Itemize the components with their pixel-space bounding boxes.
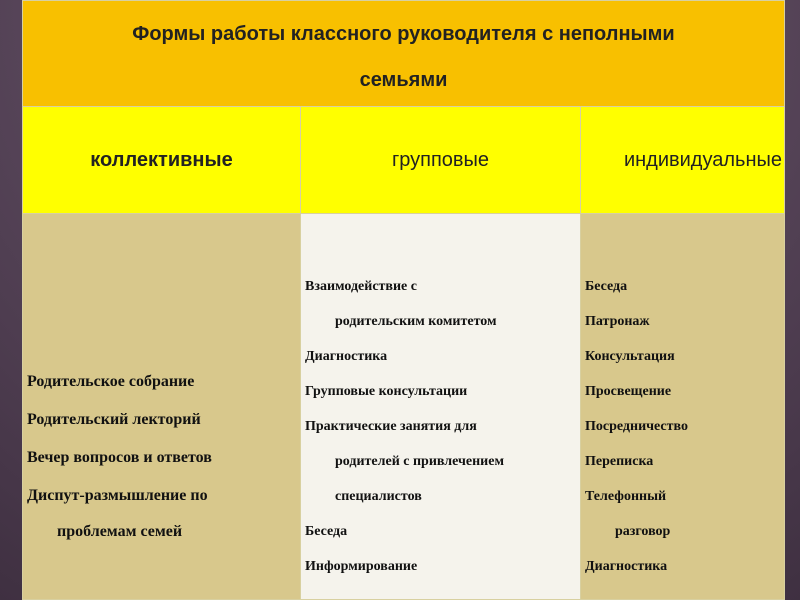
group-cell xyxy=(301,214,581,600)
list-item: Диагностика xyxy=(585,559,668,574)
list-item: Диспут-размышление по проблемам семей xyxy=(27,486,208,540)
list-item: Диагностика xyxy=(305,349,388,364)
list-item: Вечер вопросов и ответов xyxy=(27,448,212,466)
list-item: Посредничество xyxy=(585,419,688,434)
list-item: Беседа xyxy=(305,524,348,539)
list-item: Групповые консультации xyxy=(305,384,468,399)
list-item: Телефонный разговор xyxy=(585,489,671,539)
header-collective: коллективные xyxy=(23,107,301,214)
collective-cell xyxy=(23,214,301,600)
list-item: Патронаж xyxy=(585,314,650,329)
list-item: Информирование xyxy=(305,559,418,574)
collective-list xyxy=(23,263,300,551)
list-item: Переписка xyxy=(585,454,654,469)
list-item: Взаимодействие с родительским комитетом xyxy=(305,279,497,329)
list-item: Родительский лекторий xyxy=(27,410,201,428)
list-item: Практические занятия для родителей с привлечением специалистов xyxy=(305,419,504,504)
list-item: Просвещение xyxy=(585,384,672,399)
table-title-cell xyxy=(23,1,785,107)
header-group: групповые xyxy=(301,107,581,214)
header-individual: индивидуальные xyxy=(581,107,785,214)
individual-list xyxy=(581,229,784,584)
individual-cell xyxy=(581,214,785,600)
title-line-1: Формы работы классного руководителя с неполными xyxy=(132,22,675,45)
forms-table xyxy=(22,0,785,600)
group-list xyxy=(301,229,580,584)
title-line-2: семьями xyxy=(359,68,448,91)
list-item: Консультация xyxy=(585,349,675,364)
list-item: Беседа xyxy=(585,279,628,294)
list-item: Родительское собрание xyxy=(27,372,195,390)
